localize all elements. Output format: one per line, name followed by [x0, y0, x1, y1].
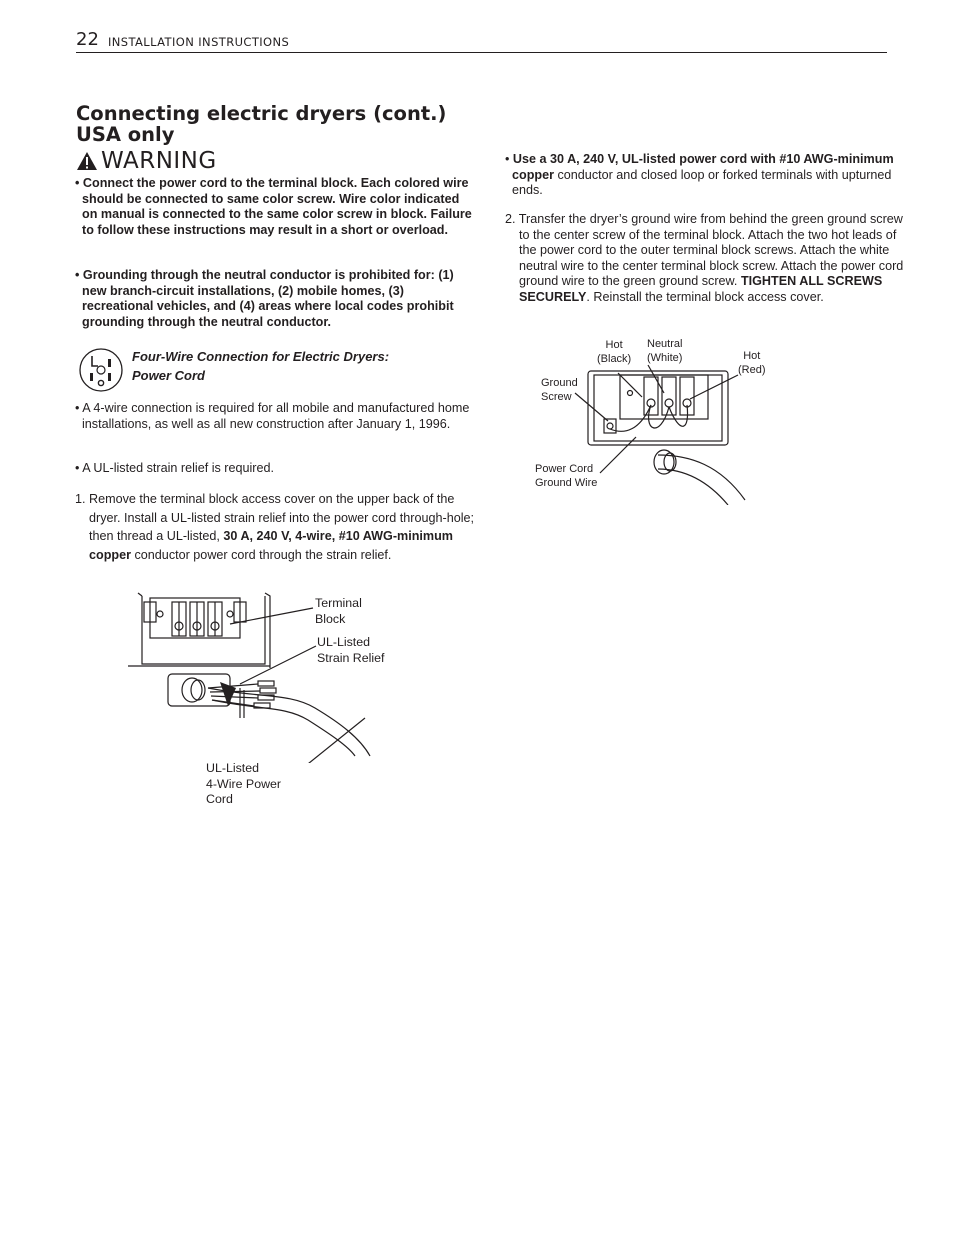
page-number: 22 [76, 29, 99, 50]
page-title-line1: Connecting electric dryers (cont.) [76, 102, 447, 125]
page-title-line2: USA only [76, 123, 175, 146]
right-bullet: • Use a 30 A, 240 V, UL-listed power cord with #10 AWG-minimum copper conductor and closed loop or forked terminals with upturned ends. [505, 152, 894, 198]
warning-heading [76, 148, 217, 174]
page-title [76, 103, 496, 145]
step-2: 2. Transfer the dryer’s ground wire from behind the green ground screw to the center screw of the terminal block. Attach the two hot leads of the power cord to the outer terminal block screws. Attach the white neutral wire to the center terminal block screw. Attach the power cord ground wire to the green ground screw. TIGHTEN ALL SCREWS SECURELY. Reinstall the terminal block access cover. [505, 212, 904, 304]
warning-label: WARNING [101, 148, 217, 174]
label-power-cord-ground-wire: Power Cord Ground Wire [535, 463, 598, 489]
outlet-icon [78, 347, 124, 393]
label-4-wire-cord: UL-Listed 4-Wire Power Cord [206, 761, 282, 806]
label-ground-screw: Ground Screw [541, 377, 578, 403]
four-wire-title: Four-Wire Connection for Electric Dryers: Power Cord [132, 349, 390, 383]
step-1: 1. Remove the terminal block access cover on the upper back of the dryer. Install a UL-listed strain relief into the power cord through-hole; then thread a UL-listed, 30 A, 240 V, 4-wire, #10 AWG-minimum copper conductor power cord through the strain relief. [75, 492, 475, 562]
warning-item-1: • Connect the power cord to the terminal block. Each colored wire should be connected to same color screw. Wire color indicated on manual is connected to the same color screw in block. Failure to follow these instructions may result in a short or overload. [75, 176, 472, 237]
warning-icon [76, 151, 98, 171]
terminal-block-diagram [120, 588, 410, 763]
label-hot-red: Hot (Red) [738, 350, 766, 376]
header-rule [76, 52, 887, 53]
section-title: INSTALLATION INSTRUCTIONS [108, 35, 290, 49]
warning-item-2: • Grounding through the neutral conductor is prohibited for: (1) new branch-circuit installations, (2) mobile homes, (3) recreational vehicles, and (4) areas where local codes prohibit grounding through the neutral conductor. [75, 268, 454, 329]
bullet-4-wire-required: • A 4-wire connection is required for all mobile and manufactured home installations, as well as all new construction after January 1, 1996. [75, 401, 470, 431]
label-neutral-white: Neutral (White) [647, 338, 683, 364]
label-strain-relief: UL-Listed Strain Relief [317, 635, 385, 665]
label-terminal-block: Terminal Block [315, 596, 362, 626]
label-hot-black: Hot (Black) [597, 339, 632, 365]
bullet-strain-relief: • A UL-listed strain relief is required. [75, 461, 275, 475]
